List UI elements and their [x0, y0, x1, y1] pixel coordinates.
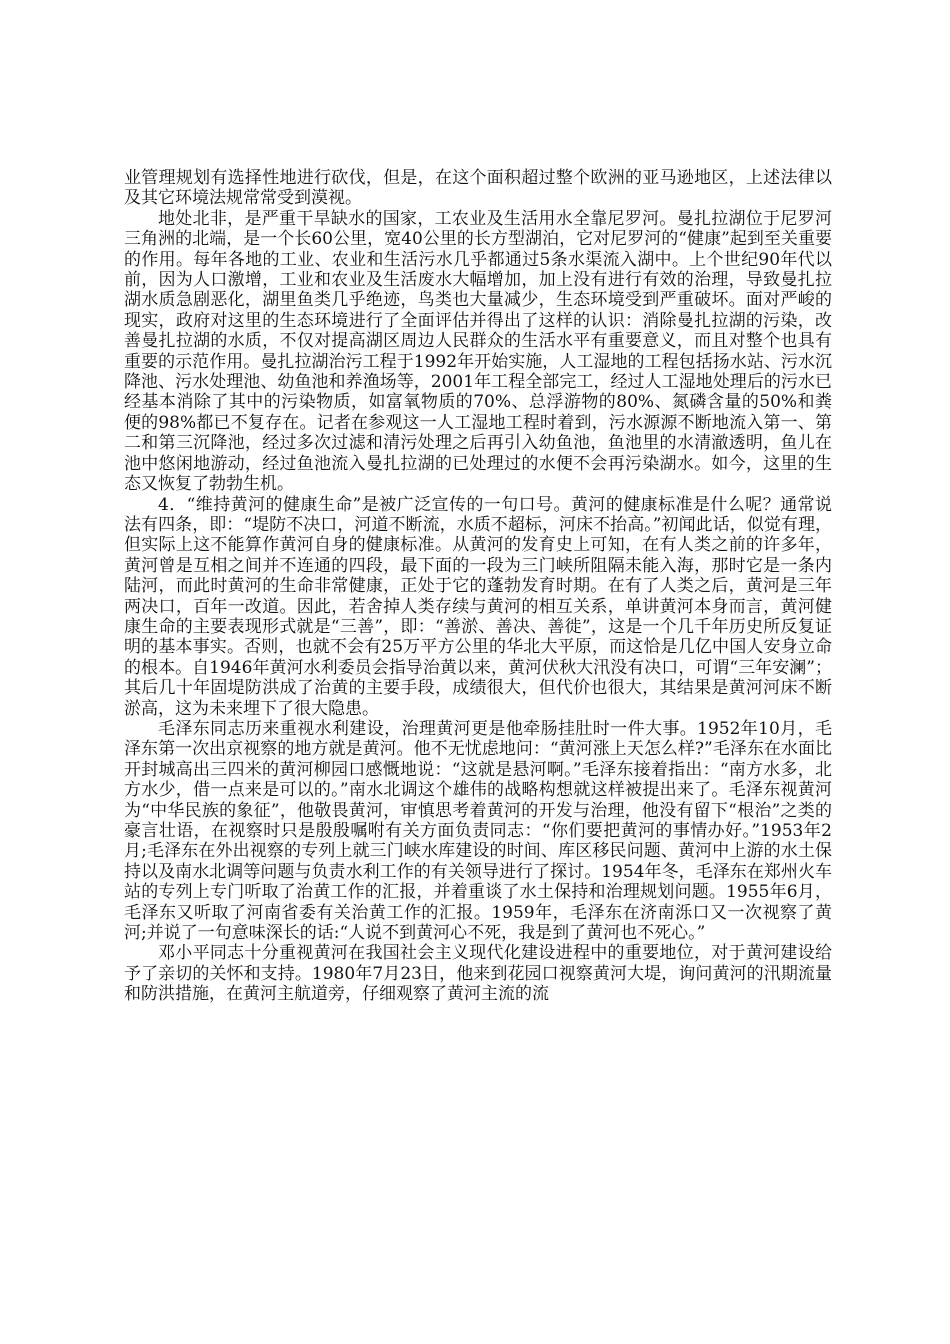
paragraph-deng-xiaoping: 邓小平同志十分重视黄河在我国社会主义现代化建设进程中的重要地位，对于黄河建设给予了亲切的关怀和支持。1980年7月23日，他来到花园口视察黄河大堤，询问黄河的汛期流量和防洪措施，在黄河主航道旁，仔细观察了黄河主流的流 — [124, 943, 832, 1005]
paragraph-yellow-river-health: 4．“维持黄河的健康生命”是被广泛宣传的一句口号。黄河的健康标准是什么呢？通常说法有四条，即：“堤防不决口，河道不断流，水质不超标，河床不抬高。”初闻此话，似觉有理，但实际上这不能算作黄河自身的健康标准。从黄河的发育史上可知，在有人类之前的许多年，黄河曾是互相之间并不连通的四段，最下面的一段为三门峡所阻隔未能入海，那时它是一条内陆河，而此时黄河的生命非常健康，正处于它的蓬勃发育时期。在有了人类之后，黄河是三年两决口，百年一改道。因此，若舍掉人类存续与黄河的相互关系，单讲黄河本身而言，黄河健康生命的主要表现形式就是“三善”，即：“善淤、善决、善徙”，这是一个几千年历史所反复证明的基本事实。否则，也就不会有25万平方公里的华北大平原，而这恰是几亿中国人安身立命的根本。自1946年黄河水利委员会指导治黄以来，黄河伏秋大汛没有决口，可谓“三年安澜”；其后几十年固堤防洪成了治黄的主要手段，成绩很大，但代价也很大，其结果是黄河河床不断淤高，这为未来埋下了很大隐患。 — [124, 494, 832, 719]
paragraph-continuation: 业管理规划有选择性地进行砍伐，但是，在这个面积超过整个欧洲的亚马逊地区，上述法律以及其它环境法规常常受到漠视。 — [124, 168, 832, 209]
paragraph-mao-zedong: 毛泽东同志历来重视水利建设，治理黄河更是他牵肠挂肚时一件大事。1952年10月，毛泽东第一次出京视察的地方就是黄河。他不无忧虑地问：“黄河涨上天怎么样?”毛泽东在水面比开封城高出三四米的黄河柳园口感慨地说：“这就是悬河啊。”毛泽东接着指出：“南方水多，北方水少，借一点来是可以的。”南水北调这个雄伟的战略构想就这样被提出来了。毛泽东视黄河为“中华民族的象征”，他敬畏黄河，审慎思考着黄河的开发与治理，他没有留下“根治”之类的豪言壮语，在视察时只是殷殷嘱咐有关方面负责同志：“你们要把黄河的事情办好。”1953年2月;毛泽东在外出视察的专列上就三门峡水库建设的时间、库区移民问题、黄河中上游的水土保持以及南水北调等问题与负责水利工作的有关领导进行了探讨。1954年冬，毛泽东在郑州火车站的专列上专门听取了治黄工作的汇报，并着重谈了水土保持和治理规划问题。1955年6月，毛泽东又听取了河南省委有关治黄工作的汇报。1959年，毛泽东在济南泺口又一次视察了黄河;并说了一句意味深长的话:“人说不到黄河心不死，我是到了黄河也不死心。” — [124, 718, 832, 944]
document-body — [124, 168, 832, 1005]
paragraph-manzala-lake: 地处北非，是严重干旱缺水的国家，工农业及生活用水全靠尼罗河。曼扎拉湖位于尼罗河三角洲的北端，是一个长60公里，宽40公里的长方型湖泊，它对尼罗河的“健康”起到至关重要的作用。每年各地的工业、农业和生活污水几乎都通过5条水渠流入湖中。上个世纪90年代以前，因为人口激增，工业和农业及生活废水大幅增加，加上没有进行有效的治理，导致曼扎拉湖水质急剧恶化，湖里鱼类几乎绝迹，鸟类也大量减少，生态环境受到严重破坏。面对严峻的现实，政府对这里的生态环境进行了全面评估并得出了这样的认识：消除曼扎拉湖的污染，改善曼扎拉湖的水质，不仅对提高湖区周边人民群众的生活水平有重要意义，而且对整个也具有重要的示范作用。曼扎拉湖治污工程于1992年开始实施，人工湿地的工程包括扬水站、污水沉降池、污水处理池、幼鱼池和养渔场等，2001年工程全部完工，经过人工湿地处理后的污水已经基本消除了其中的污染物质，如富氧物质的70%、总浮游物的80%、氮磷含量的50%和粪便的98%都已不复存在。记者在参观这一人工湿地工程时着到，污水源源不断地流入第一、第二和第三沉降池，经过多次过滤和清污处理之后再引入幼鱼池，鱼池里的水清澈透明，鱼儿在池中悠闲地游动，经过鱼池流入曼扎拉湖的已处理过的水便不会再污染湖水。如今，这里的生态又恢复了勃勃生机。 — [124, 208, 832, 495]
